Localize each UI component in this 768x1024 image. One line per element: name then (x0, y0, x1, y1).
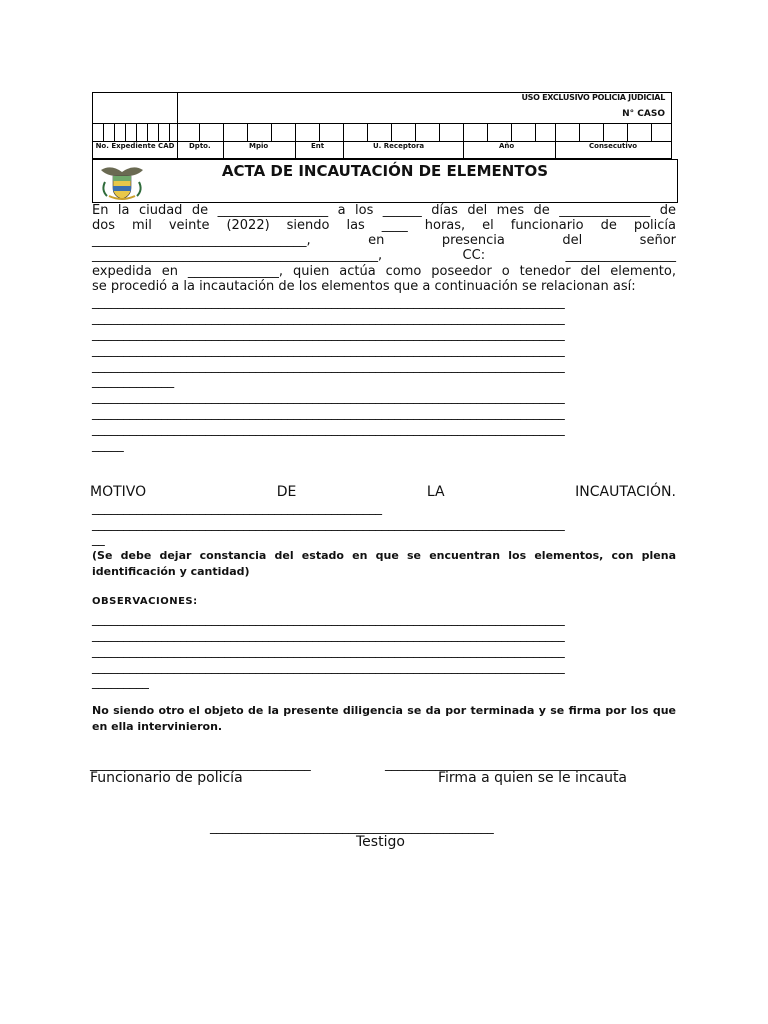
items-line: ___________________________________________________________________________ (92, 343, 565, 358)
firma-funcionario-line: ___________________________________ (90, 757, 311, 772)
intro-line-6: se procedió a la incautación de los elementos que a continuación se relacionan así: (92, 279, 636, 294)
observaciones-line: ___________________________________________________________________________ (92, 628, 565, 643)
uso-exclusivo-label: USO EXCLUSIVO POLICIA JUDICIAL (521, 93, 665, 102)
col-receptora: U. Receptora (373, 142, 425, 150)
items-line: ___________________________________________________________________________ (92, 406, 565, 421)
motivo-line: __ (92, 532, 105, 547)
motivo-word-3: LA (426, 484, 445, 500)
items-line: ___________________________________________________________________________ (92, 311, 565, 326)
intro-line-1: En la ciudad de _________________ a los ______ días del mes de ______________ de (92, 203, 676, 218)
header-table (92, 92, 672, 159)
items-line: ___________________________________________________________________________ (92, 422, 565, 437)
observaciones-line: ___________________________________________________________________________ (92, 660, 565, 675)
intro-line-3: _________________________________, en presencia del señor (92, 233, 676, 248)
intro-line-2: dos mil veinte (2022) siendo las ____ horas, el funcionario de policía (92, 218, 676, 233)
testigo-label: Testigo (356, 834, 405, 850)
items-line: ___________________________________________________________________________ (92, 359, 565, 374)
caso-label: N° CASO (622, 109, 665, 119)
motivo-word-4: INCAUTACIÓN. (575, 484, 676, 500)
motivo-line: ___________________________________________________________________________ (92, 517, 565, 532)
intro-line-5: expedida en ______________, quien actúa como poseedor o tenedor del elemento, (92, 264, 676, 279)
document-title: ACTA DE INCAUTACIÓN DE ELEMENTOS (221, 162, 549, 180)
col-mpio: Mpio (249, 142, 269, 150)
col-dpto: Dpto. (189, 142, 211, 150)
col-consecutivo: Consecutivo (589, 142, 638, 150)
observaciones-line: ___________________________________________________________________________ (92, 644, 565, 659)
motivo-heading (90, 484, 676, 500)
col-ent: Ent (311, 142, 325, 150)
funcionario-label: Funcionario de policía (90, 770, 243, 786)
motivo-word-1: MOTIVO (90, 484, 147, 500)
items-line: _____________ (92, 374, 174, 389)
items-line: ___________________________________________________________________________ (92, 327, 565, 342)
observaciones-line: ___________________________________________________________________________ (92, 612, 565, 627)
incautado-label: Firma a quien se le incauta (438, 770, 628, 786)
motivo-line: ______________________________________________ (92, 501, 382, 516)
nota-estado: (Se debe dejar constancia del estado en que se encuentran los elementos, con plena identificación y cantidad) (92, 549, 676, 578)
cierre-text: No siendo otro el objeto de la presente diligencia se da por terminada y se firma por los que en ella intervinieron. (92, 704, 676, 733)
items-line: ___________________________________________________________________________ (92, 295, 565, 310)
intro-line-4: ____________________________________________, CC: _________________ (92, 248, 676, 263)
expediente-label: No. Expediente CAD (95, 142, 175, 150)
items-line: _____ (92, 438, 124, 453)
col-ano: Año (499, 142, 515, 150)
motivo-word-2: DE (276, 484, 297, 500)
firma-incautado-line: _____________________________________ (385, 757, 619, 772)
firma-testigo-line: _____________________________________________ (210, 820, 494, 835)
title-box (92, 159, 678, 203)
observaciones-line: _________ (92, 675, 149, 690)
observaciones-label: OBSERVACIONES: (92, 596, 198, 607)
items-line: ___________________________________________________________________________ (92, 390, 565, 405)
